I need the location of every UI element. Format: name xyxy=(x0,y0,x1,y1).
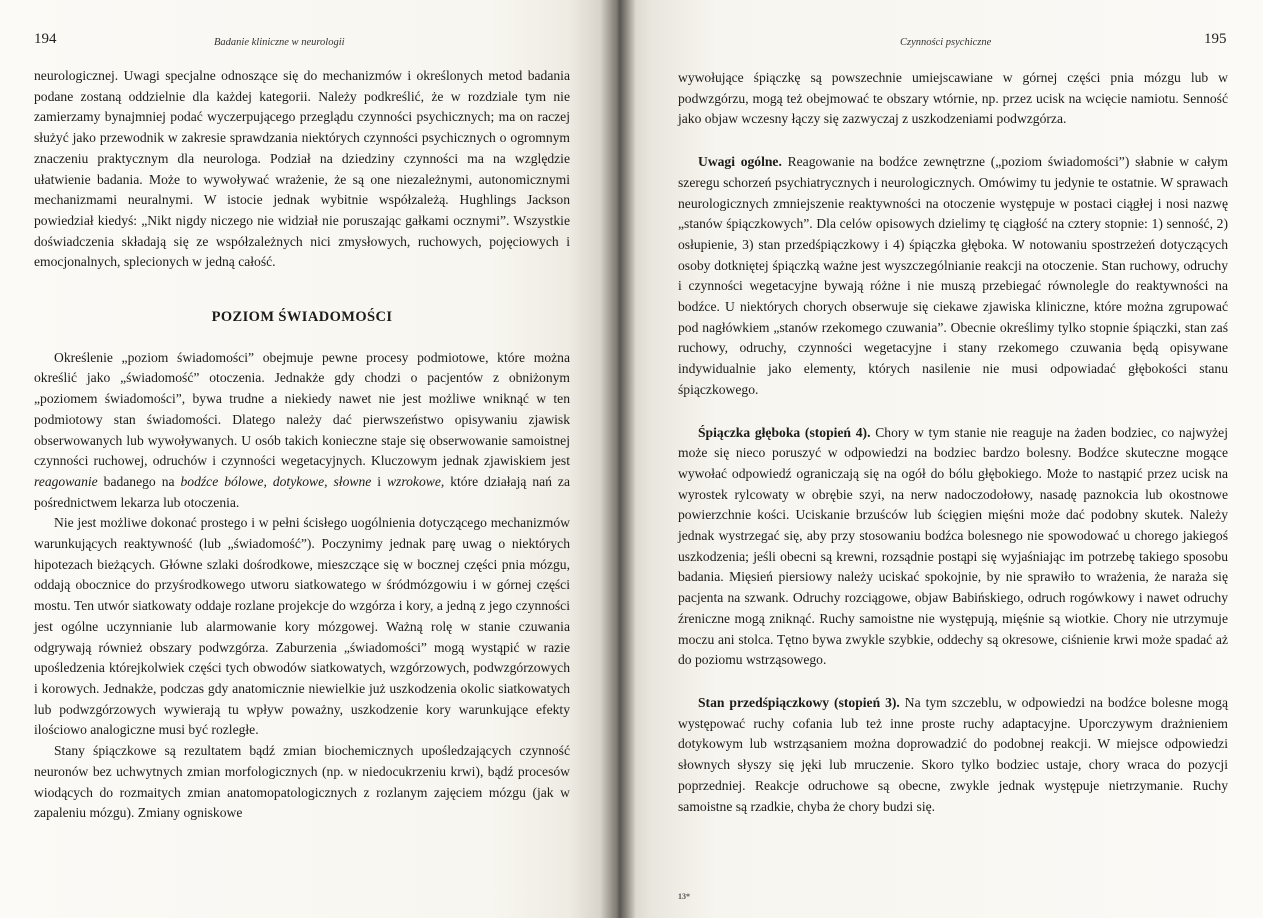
precoma-heading: Stan przedśpiączkowy (stopień 3). xyxy=(698,694,900,710)
left-text-block xyxy=(34,66,570,824)
right-page xyxy=(612,0,1263,918)
paragraph-definition: Określenie „poziom świadomości” obejmuje pewne procesy podmiotowe, które można określić jako „świadomość” otoczenia. Jednakże gdy chodzi o pacjentów z obniżonym „poziomem świadomości”, bywa trudne a niekiedy nawet nie jest możliwe wniknąć w ten podmiotowy stan świadomości. Dlatego należy dać pierwszeństwo opisywaniu zjawisk obserwowanych lub wywoływanych. U osób takich konieczne staje się obserwowanie samoistnej czynności ruchowej, odruchów i czynności wegetacyjnych. Kluczowym jednak zjawiskiem jest reagowanie badanego na bodźce bólowe, dotykowe, słowne i wzrokowe, które działają nań za pośrednictwem lekarza lub otoczenia. xyxy=(34,349,570,510)
paragraph-deep-coma: Śpiączka głęboka (stopień 4). Chory w tym stanie nie reaguje na żaden bodziec, co najwyżej może się nieco poruszyć w odpowiedzi na bodziec bardzo bolesny. Bodźce skuteczne mogące wywołać odpowiedź ograniczają się na ogół do bólu głębokiego. Może to nastąpić przez ucisk na wyrostek rylcowaty w obrębie szyi, na nerw nadoczodołowy, nasadę paznokcia lub okostnowe powierzchnie kości. Uciskanie brzuśców lub ścięgien mięśni może dać podobny skutek. Należy jednak wystrzegać się, aby przy stosowaniu bodźca bolesnego nie spowodować u chorego jakiegoś uszkodzenia; jeśli obecni są krewni, rozsądnie postąpi się wyjaśniając im potrzebę takiego sposobu badania. Mięsień piersiowy należy uciskać spokojnie, by nie sprawiło to wrażenia, że naraża się pacjenta na szwank. Odruchy rozciągowe, objaw Babińskiego, odruch rogówkowy i nawet odruchy źreniczne mogą zniknąć. Ruchy samoistne nie występują, mięśnie są wiotkie. Chory nie utrzymuje moczu ani stolca. Tętno bywa zwykle szybkie, oddechy są okresowe, ciśnienie krwi może spadać aż do poziomu wstrząsowego. xyxy=(678,424,1228,668)
signature-mark: 13* xyxy=(678,892,690,901)
paragraph-stupor: Stany śpiączkowe są rezultatem bądź zmian biochemicznych upośledzających czynność neuronów bez uchwytnych zmian morfologicznych (np. w niedocukrzeniu krwi), bądź procesów wiodących do rozmaitych zmian anatomopatologicznych z rozlanym zajęciem mózgu (jak w zapaleniu mózgu). Zmiany ogniskowe xyxy=(34,743,570,821)
deep-coma-heading: Śpiączka głęboka (stopień 4). xyxy=(698,424,871,440)
page-number-right: 195 xyxy=(1204,31,1227,47)
paragraph-continuation: wywołujące śpiączkę są powszechnie umiejscawiane w górnej części pnia mózgu lub w podwzgórzu, mogą też obejmować te obszary wtórnie, np. przez ucisk na wcięcie namiotu. Senność jako objaw wczesny łączy się zazwyczaj z uszkodzeniami podwzgórza. xyxy=(678,70,1228,127)
paragraph-intro: neurologicznej. Uwagi specjalne odnoszące się do mechanizmów i określonych metod badania podane zostaną oddzielnie dla każdej kategorii. Należy podkreślić, że w rozdziale tym nie zamierzamy bynajmniej podać wyczerpującego przeglądu czynności psychicznych; ma on raczej służyć jako przewodnik w zakresie sprawdzania niektórych czynności psychicznych o ogromnym znaczeniu praktycznym dla neurologa. Podział na dziedziny czynności ma na względzie ułatwienie badania. Może to wywoływać wrażenie, że są one niezależnymi, autonomicznymi mechanizmami neuralnymi. W istocie jednak wybitnie współzależą. Hughlings Jackson powiedział kiedyś: „Nikt nigdy niczego nie widział nie poruszając gałkami ocznymi”. Wszystkie doświadczenia składają się ze współzależnych nici zmysłowych, ruchowych, pojęciowych i emocjonalnych, splecionych w jedną całość. xyxy=(34,68,570,270)
running-title-left: Badanie kliniczne w neurologii xyxy=(214,37,345,48)
paragraph-mechanism: Nie jest możliwe dokonać prostego i w pełni ścisłego uogólnienia dotyczącego mechanizmów warunkujących reaktywność (lub „świadomość”). Poczynimy jednak parę uwag o niektórych hipotezach bieżących. Główne szlaki dośrodkowe, mieszczące się w bocznej części pnia mózgu, oddają obocznice do przyśrodkowego utworu siatkowatego w śródmózgowiu i w górnej części mostu. Ten utwór siatkowaty oddaje rozlane projekcje do wzgórza i kory, a jedną z jego czynności jest ogólne uczynnianie lub alarmowanie kory mózgowej. Ważną rolę w stanie czuwania odgrywają również obszary podwzgórza. Zaburzenia „świadomości” mogą wystąpić w razie upośledzenia którejkolwiek części tych obwodów siatkowatych, wzgórzowych, podwzgórzowych i korowych. Jednakże, podczas gdy anatomicznie niewielkie już uszkodzenia okolic siatkowatych lub podwzgórzowych wywierają tu wpływ poważny, uszkodzenie kory warunkujące efekty ilościowo analogiczne musi być rozległe. xyxy=(34,515,570,738)
running-title-right: Czynności psychiczne xyxy=(900,37,992,48)
page-number-left: 194 xyxy=(34,31,57,47)
general-remarks-heading: Uwagi ogólne. xyxy=(698,154,782,170)
paragraph-general-remarks: Uwagi ogólne. Reagowanie na bodźce zewnętrzne („poziom świadomości”) słabnie w całym szeregu schorzeń psychiatrycznych i neurologicznych. Omówimy tu jedynie te ostatnie. W sprawach neurologicznych zmniejszenie reaktywności na otoczenie występuje w postaci ciągłej i nosi nazwę „stanów śpiączkowych”. Dla celów opisowych dzielimy tę ciągłość na cztery stopnie: 1) senność, 2) osłupienie, 3) stan przedśpiączkowy i 4) śpiączka głęboka. W notowaniu spostrzeżeń dotyczących osoby dotkniętej śpiączką ważne jest wyszczególnianie reakcji na otoczenie. Stan ruchowy, odruchy i czynności wegetacyjne bywają różne i nie muszą przebiegać równolegle do reaktywności na bodźce. U niektórych chorych obserwuje się ciekawe zjawiska kliniczne, które można zgrupować pod nagłówkiem „stanów rzekomego czuwania”. Obecnie określimy tylko stopnie śpiączki, stan zaś ruchowy, odruchy, czynności wegetacyjne i stany rzekomego czuwania będą opisywane indywidualnie jako elementy, których nasilenie nie musi odpowiadać głębokości stanu śpiączkowego. xyxy=(678,154,1229,397)
section-heading: POZIOM ŚWIADOMOŚCI xyxy=(211,309,393,326)
right-text-block xyxy=(678,68,1228,817)
book-gutter-shadow xyxy=(600,0,636,918)
paragraph-precoma: Stan przedśpiączkowy (stopień 3). Na tym szczeblu, w odpowiedzi na bodźce bolesne mogą występować ruchy cofania lub też inne proste ruchy adaptacyjne. Uporczywym drażnieniem dotykowym lub wstrząsaniem można doprowadzić do podobnej reakcji. W miejsce odpowiedzi słownych słyszy się jęki lub mruczenie. Skoro tylko bodziec ustaje, chory wraca do pozycji poprzedniej. Reakcje odruchowe są obecne, zwykle jednak występuje nietrzymanie. Ruchy samoistne są rzadkie, chyba że chory budzi się. xyxy=(678,694,1228,814)
left-page xyxy=(0,0,612,918)
